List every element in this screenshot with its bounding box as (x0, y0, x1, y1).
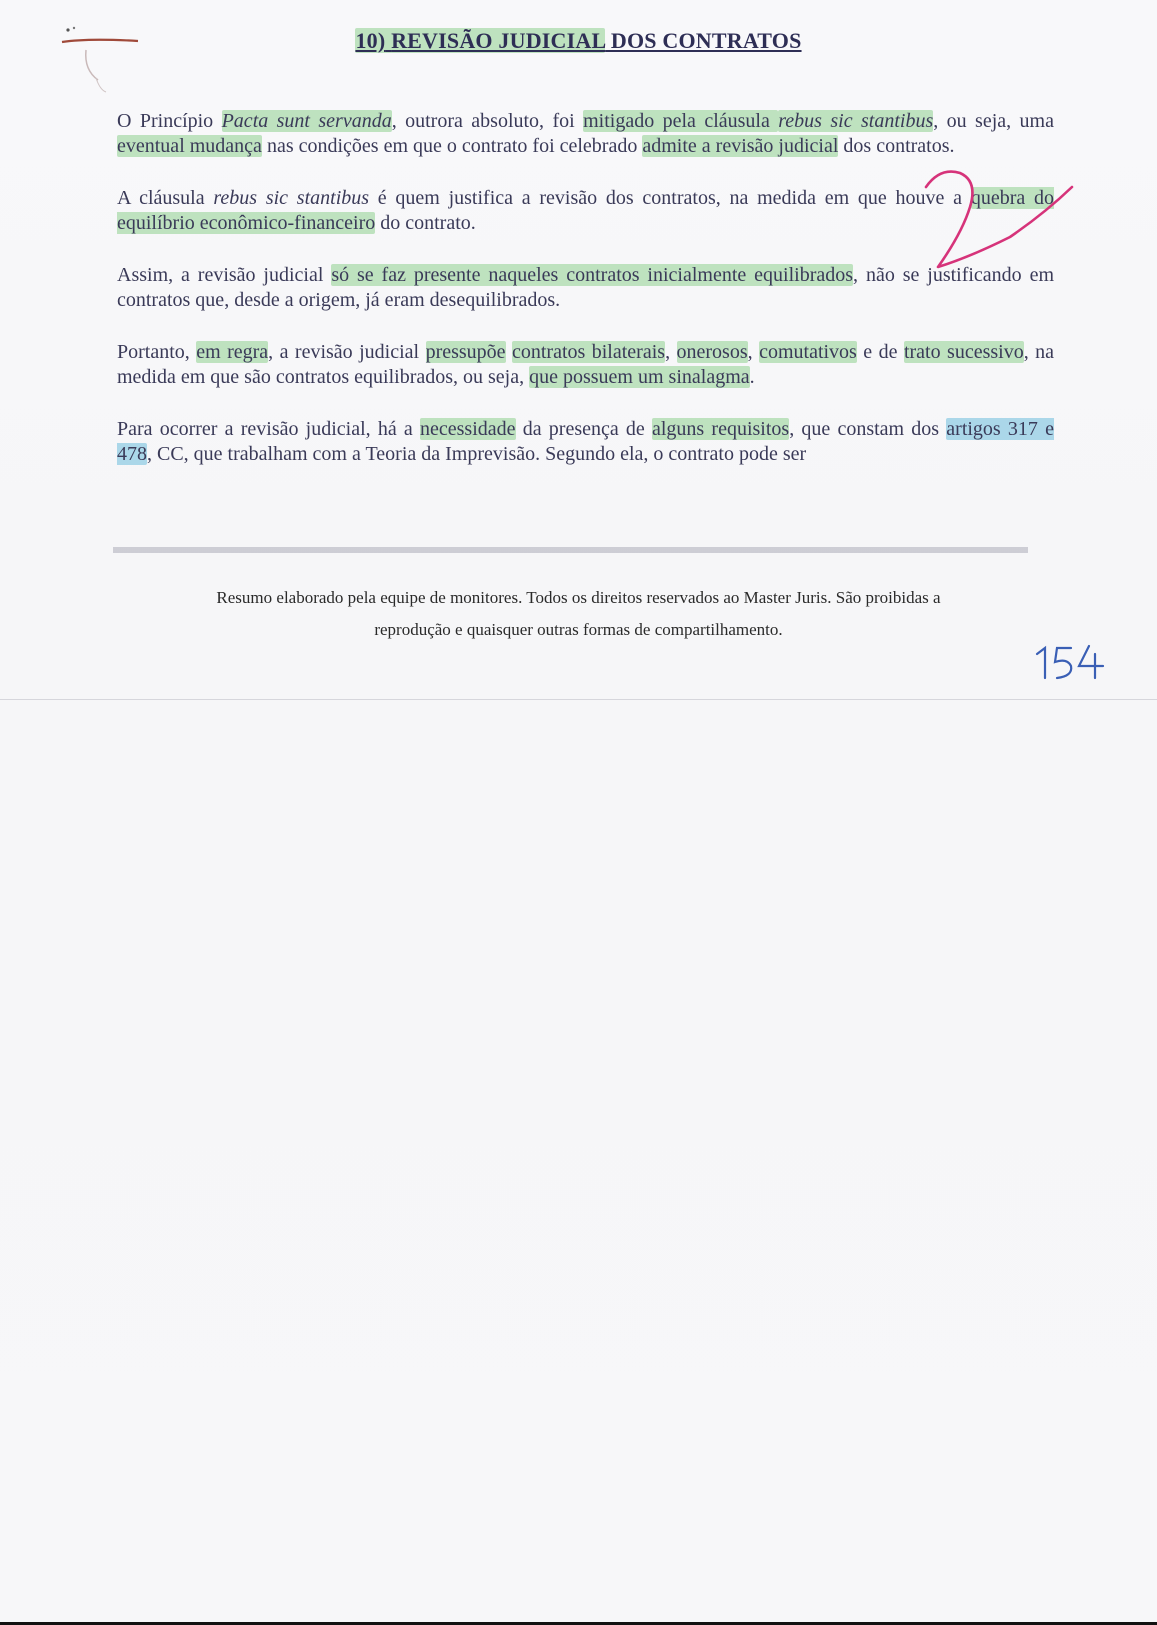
highlighted-span: mitigado pela cláusula (583, 110, 779, 132)
text-span: da presença de (515, 418, 652, 440)
italic-span: rebus sic stantibus (213, 187, 370, 209)
highlighted-span: só se faz presente naqueles contratos inicialmente equilibrados (331, 264, 854, 286)
text-span: , a revisão judicial (268, 341, 426, 363)
title-number: 10) (355, 28, 386, 53)
text-span: , (665, 341, 677, 363)
body-text (117, 109, 1054, 494)
text-span: , ou seja, uma (933, 110, 1054, 132)
text-span: , que constam dos (789, 418, 947, 440)
handwritten-page-number (1033, 642, 1108, 682)
highlighted-span: quebra do equilíbrio econômico-financeiro (117, 187, 1054, 234)
handwritten-check-mark-icon (920, 165, 1080, 280)
highlighted-span: eventual mudança (117, 135, 262, 157)
text-span: é quem justifica a revisão dos contratos, na medida em que houve a (369, 187, 971, 209)
text-span: , não se justificando em contratos que, desde a origem, já eram desequilibrados. (117, 264, 1055, 311)
footer-line-1: Resumo elaborado pela equipe de monitores. Todos os direitos reservados ao Master Juris. São proibidas a (216, 588, 941, 607)
paragraph-3 (117, 263, 1054, 313)
highlighted-span: que possuem um sinalagma (529, 366, 750, 388)
highlighted-span: necessidade (420, 418, 516, 440)
title-part-2: DOS CONTRATOS (605, 28, 802, 53)
paragraph-2 (117, 186, 1054, 236)
title-part-1: REVISÃO JUDICIAL (391, 28, 606, 53)
highlighted-span: alguns requisitos (652, 418, 790, 440)
highlighted-span: trato sucessivo (903, 341, 1024, 363)
text-span: . (749, 366, 755, 388)
text-span: dos contratos. (838, 135, 955, 157)
scan-fold-line (0, 699, 1157, 700)
text-span: nas condições em que o contrato foi celebrado (261, 135, 643, 157)
text-span: e de (856, 341, 904, 363)
text-span: A cláusula (117, 187, 214, 209)
blue-highlighted-span: artigos 317 e 478 (117, 418, 1054, 465)
footer-notice (0, 582, 1157, 646)
highlighted-span: contratos bilaterais (512, 341, 666, 363)
text-span: do contrato. (375, 212, 476, 234)
document-title (0, 28, 1157, 54)
footer-divider (113, 547, 1028, 553)
highlighted-span: admite a revisão judicial (642, 135, 839, 157)
text-span: , outrora absoluto, foi (391, 110, 584, 132)
highlighted-span: em regra (196, 341, 269, 363)
footer-line-2: reprodução e quaisquer outras formas de compartilhamento. (374, 620, 783, 639)
text-span: , CC, que trabalham com a Teoria da Imprevisão. Segundo ela, o contrato pode ser (147, 443, 807, 465)
paragraph-5 (117, 417, 1054, 467)
text-span: , na medida em que são contratos equilibrados, ou seja, (117, 341, 1055, 388)
paragraph-4 (117, 340, 1054, 390)
highlighted-span: comutativos (759, 341, 857, 363)
text-span: Para ocorrer a revisão judicial, há a (117, 418, 420, 440)
highlighted-span: onerosos (676, 341, 748, 363)
highlighted-italic-span: Pacta sunt servanda (221, 110, 392, 132)
highlighted-italic-span: rebus sic stantibus (778, 110, 934, 132)
text-span: O Princípio (117, 110, 222, 132)
text-span: Assim, a revisão judicial (117, 264, 332, 286)
text-span: Portanto, (117, 341, 197, 363)
highlighted-span: pressupõe (425, 341, 506, 363)
title-highlight (355, 28, 605, 53)
paragraph-1 (117, 109, 1054, 159)
text-span: , (747, 341, 760, 363)
